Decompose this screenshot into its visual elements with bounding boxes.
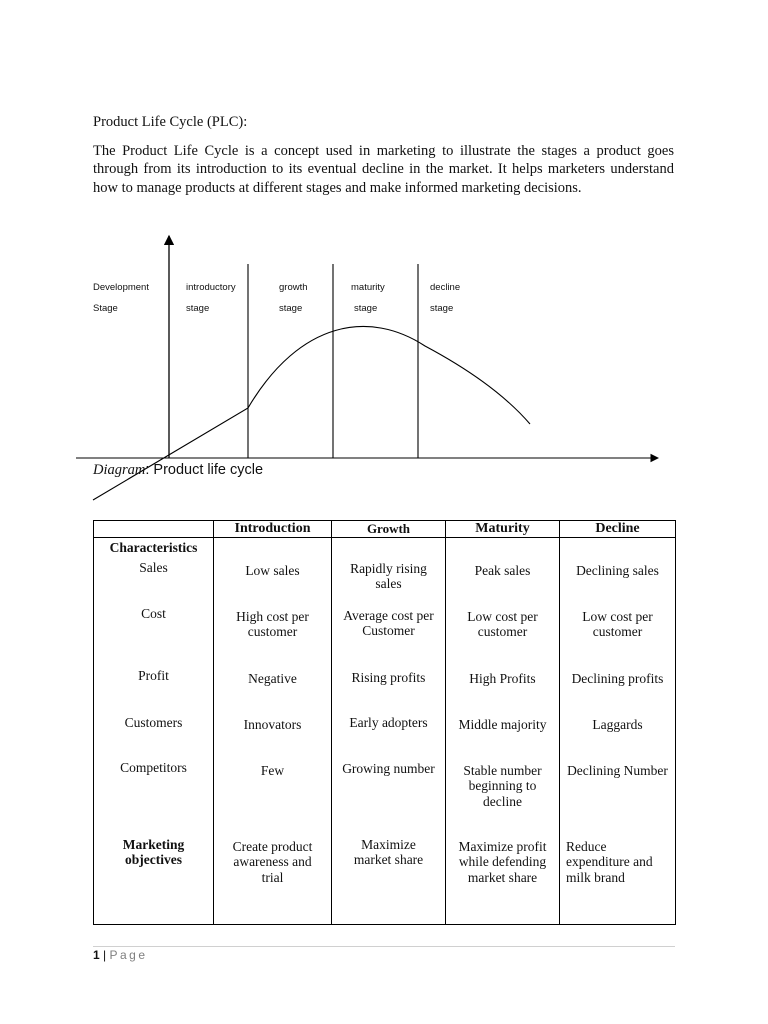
row-label: Cost bbox=[94, 606, 214, 668]
stage-label-maturity: maturity bbox=[351, 282, 385, 293]
row-label: Sales bbox=[94, 560, 214, 606]
table-row bbox=[94, 760, 676, 837]
stage-sub-maturity: stage bbox=[354, 303, 378, 314]
table-cell: Middle majority bbox=[446, 715, 560, 760]
page-word: Page bbox=[109, 948, 148, 962]
stage-label-growth: growth bbox=[279, 282, 308, 293]
plc-characteristics-table bbox=[93, 520, 676, 925]
header-growth: Growth bbox=[332, 521, 446, 538]
section-label: Characteristics bbox=[94, 538, 214, 560]
header-introduction: Introduction bbox=[214, 521, 332, 538]
table-cell: Low cost per customer bbox=[446, 606, 560, 668]
stage-sub-decline: stage bbox=[430, 303, 454, 314]
intro-paragraph: The Product Life Cycle is a concept used in marketing to illustrate the stages a product goes through from its introduction to its eventual decline in the market. It helps marketers understand how to manage products at different stages and make informed marketing decisions. bbox=[93, 143, 674, 196]
section-heading: Product Life Cycle (PLC): bbox=[93, 114, 248, 130]
table-cell: Peak sales bbox=[446, 560, 560, 606]
row-label: Profit bbox=[94, 668, 214, 715]
table-header-row bbox=[94, 521, 676, 538]
table-cell: Declining sales bbox=[560, 560, 676, 606]
table-cell: Rising profits bbox=[332, 668, 446, 715]
stage-sub-introductory: stage bbox=[186, 303, 210, 314]
table-row bbox=[94, 837, 676, 925]
table-cell: Laggards bbox=[560, 715, 676, 760]
caption-text: : Product life cycle bbox=[145, 462, 264, 478]
caption-label: Diagram bbox=[93, 462, 146, 478]
header-decline: Decline bbox=[560, 521, 676, 538]
table-cell: Declining Number bbox=[560, 760, 676, 837]
diagram-caption bbox=[93, 462, 263, 479]
footer-divider bbox=[93, 946, 675, 947]
footer-separator: | bbox=[103, 948, 107, 962]
table-cell: Rapidly rising sales bbox=[332, 560, 446, 606]
page-number: 1 bbox=[93, 948, 100, 962]
row-label: Competitors bbox=[94, 760, 214, 837]
table-row bbox=[94, 538, 676, 560]
table-cell: Maximize market share bbox=[332, 837, 446, 925]
table-cell: Early adopters bbox=[332, 715, 446, 760]
table-cell: Maximize profit while defending market share bbox=[446, 837, 560, 925]
table-cell: Reduce expenditure and milk brand bbox=[560, 837, 676, 925]
table-row bbox=[94, 668, 676, 715]
table-cell: Stable number beginning to decline bbox=[446, 760, 560, 837]
table-cell: Negative bbox=[214, 668, 332, 715]
row-label: Customers bbox=[94, 715, 214, 760]
header-corner bbox=[94, 521, 214, 538]
stage-label-development: Development bbox=[93, 282, 149, 293]
table-cell: High cost per customer bbox=[214, 606, 332, 668]
table-row bbox=[94, 560, 676, 606]
table-row bbox=[94, 606, 676, 668]
table-cell: Declining profits bbox=[560, 668, 676, 715]
table-row bbox=[94, 715, 676, 760]
table-cell: Low cost per customer bbox=[560, 606, 676, 668]
row-label: Marketing objectives bbox=[94, 837, 214, 925]
stage-sub-development: Stage bbox=[93, 303, 118, 314]
stage-sub-growth: stage bbox=[279, 303, 303, 314]
table-cell: Growing number bbox=[332, 760, 446, 837]
table-cell: High Profits bbox=[446, 668, 560, 715]
stage-label-decline: decline bbox=[430, 282, 461, 293]
table-cell: Few bbox=[214, 760, 332, 837]
page-footer bbox=[93, 948, 148, 962]
stage-label-introductory: introductory bbox=[186, 282, 236, 293]
table-cell: Innovators bbox=[214, 715, 332, 760]
header-maturity: Maturity bbox=[446, 521, 560, 538]
table-cell: Average cost per Customer bbox=[332, 606, 446, 668]
table-cell: Low sales bbox=[214, 560, 332, 606]
table-cell: Create product awareness and trial bbox=[214, 837, 332, 925]
